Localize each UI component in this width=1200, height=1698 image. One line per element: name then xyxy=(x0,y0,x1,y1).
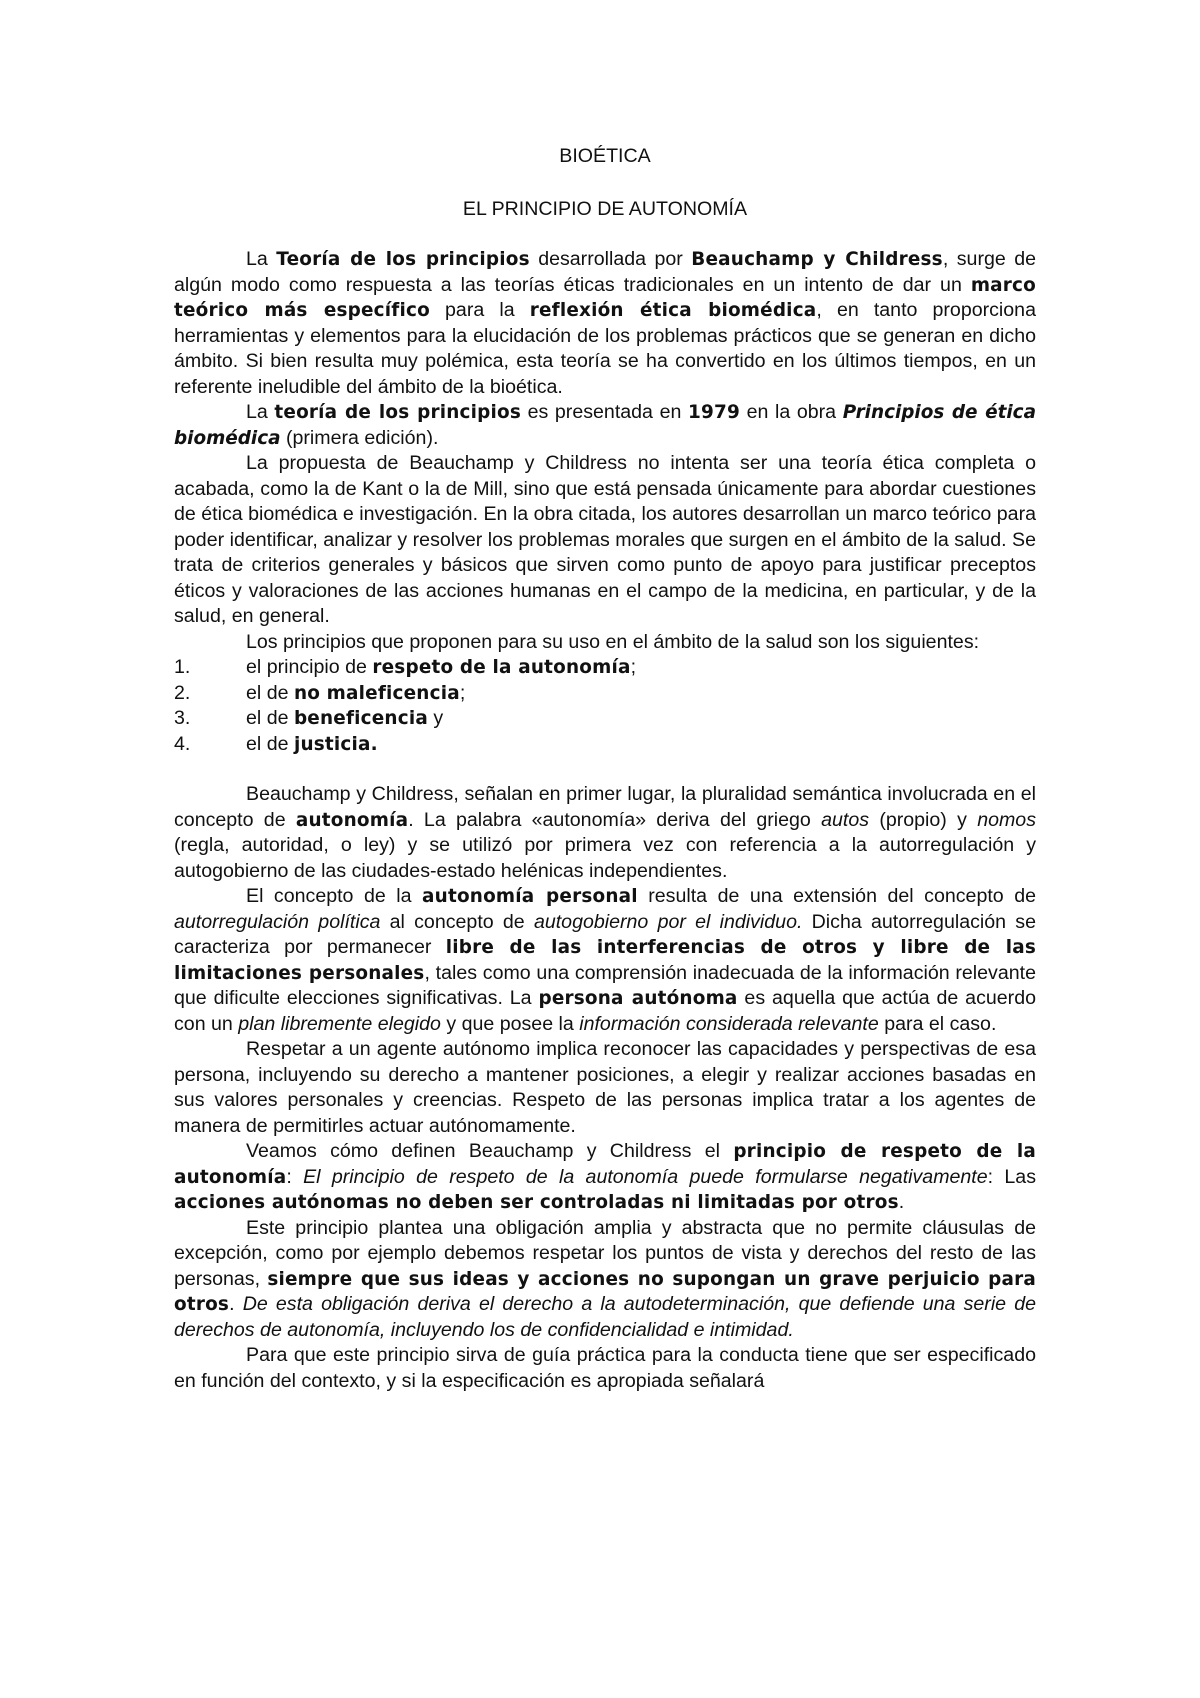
list-item xyxy=(174,681,1036,707)
italic-run: De esta obligación deriva el derecho a la autodeterminación, que defiende una serie de derechos de autonomía, incluyendo los de confidencialidad e intimidad. xyxy=(174,1293,1037,1341)
text-run: el de xyxy=(246,707,294,729)
bold-italic-run: Principios de ética biomédica xyxy=(174,402,1036,449)
bold-run: acciones autónomas no deben ser controladas ni limitadas por otros xyxy=(174,1192,899,1213)
text-run: Este principio plantea una obligación amplia y abstracta que no permite cláusulas de excepción, como por ejemplo debemos respetar los puntos de vista y derechos del resto de las personas, xyxy=(174,1216,1036,1290)
text-run: es presentada en xyxy=(521,401,688,423)
list-text xyxy=(246,706,443,732)
bold-run: reflexión ética biomédica xyxy=(529,300,817,321)
text-run: resulta de una extensión del concepto de xyxy=(637,885,1036,907)
bold-run: 1979 xyxy=(687,402,740,423)
text-run: : Las xyxy=(987,1165,1037,1188)
list-item xyxy=(174,655,1036,681)
text-run: , en tanto proporciona herramientas y elementos para la elucidación de los problemas prácticos que se generan en dicho ámbito. Si bien resulta muy polémica, esta teoría se ha convertido en los últimos tiempos, en un referente ineludible del ámbito de la bioética. xyxy=(174,299,1036,398)
text-run: : xyxy=(286,1165,304,1188)
bold-run: justicia. xyxy=(293,733,378,755)
text-run: el principio de xyxy=(246,656,373,678)
bold-run: beneficencia xyxy=(293,708,428,729)
text-run: La xyxy=(246,248,277,270)
text-run: y xyxy=(427,707,444,729)
bold-run: autonomía xyxy=(295,809,409,831)
text-run: para la xyxy=(429,299,530,321)
text-run: desarrollada por xyxy=(529,248,692,270)
document-body xyxy=(174,128,1036,1394)
text-run: es aquella que actúa de acuerdo con un xyxy=(174,987,1036,1035)
bold-run: Beauchamp y Childress xyxy=(691,249,943,270)
principles-list xyxy=(174,655,1036,757)
text-run: (regla, autoridad, o ley) y se utilizó por primera vez con referencia a la autorregulación y autogobierno de las ciudades-estado helénicas independientes. xyxy=(174,834,1036,882)
paragraph-6 xyxy=(174,884,1036,1037)
text-run: Veamos cómo definen Beauchamp y Childress el xyxy=(246,1140,734,1162)
bold-run: marco teórico más específico xyxy=(174,274,1036,321)
paragraph-8 xyxy=(174,1139,1036,1216)
list-number: 2. xyxy=(174,681,191,704)
text-run: el de xyxy=(246,732,294,755)
list-number: 1. xyxy=(174,656,191,678)
bold-run: Teoría de los principios xyxy=(276,249,530,270)
bold-run: siempre que sus ideas y acciones no supongan un grave perjuicio para otros xyxy=(174,1268,1036,1315)
bold-run: teoría de los principios xyxy=(274,402,521,423)
bold-run: no maleficencia xyxy=(293,682,460,704)
bold-run: libre de las interferencias de otros y libre de las limitaciones personales xyxy=(174,937,1036,984)
list-item xyxy=(174,732,1036,758)
paragraph-4: Los principios que proponen para su uso en el ámbito de la salud son los siguientes: xyxy=(246,630,980,653)
blank-line xyxy=(174,757,1036,782)
list-text xyxy=(246,655,636,681)
bold-run: principio de respeto de la autonomía xyxy=(174,1141,1036,1188)
text-run: (propio) y xyxy=(869,808,978,831)
bold-run: autonomía personal xyxy=(422,886,638,907)
list-number: 3. xyxy=(174,707,191,729)
document-title: BIOÉTICA xyxy=(559,145,651,167)
paragraph-3: La propuesta de Beauchamp y Childress no intenta ser una teoría ética completa o acabada, como la de Kant o la de Mill, sino que está pensada únicamente para abordar cuestiones de ética biomédica e investigación. En la obra citada, los autores desarrollan un marco teórico para poder identificar, analizar y resolver los problemas morales que surgen en el ámbito de la salud. Se trata de criterios generales y básicos que sirven como punto de apoyo para justificar preceptos éticos y valoraciones de las acciones humanas en el campo de la medicina, en particular, y de la salud, en general. xyxy=(174,452,1036,627)
text-run: para el caso. xyxy=(878,1012,997,1035)
paragraph-2 xyxy=(174,400,1036,451)
paragraph-10: Para que este principio sirva de guía práctica para la conducta tiene que ser especificado en función del contexto, y si la especificación es apropiada señalará xyxy=(174,1344,1036,1392)
italic-run: plan libremente elegido xyxy=(238,1012,441,1035)
list-number: 4. xyxy=(174,732,191,755)
text-run: el de xyxy=(246,681,294,704)
list-text xyxy=(246,732,378,758)
italic-run: El principio de respeto de la autonomía puede formularse negativamente xyxy=(303,1165,988,1188)
italic-run: autogobierno por el individuo. xyxy=(533,910,803,933)
italic-run: autos xyxy=(821,808,870,831)
paragraph-9 xyxy=(174,1216,1036,1344)
text-run: y que posee la xyxy=(440,1012,580,1035)
text-run: ; xyxy=(459,681,466,704)
paragraph-1 xyxy=(174,247,1036,400)
text-run: ; xyxy=(630,656,637,678)
paragraph-5 xyxy=(174,782,1036,884)
bold-run: persona autónoma xyxy=(538,988,738,1009)
list-text xyxy=(246,681,465,707)
text-run: en la obra xyxy=(739,401,843,423)
text-run: , tales como una comprensión inadecuada de la información relevante que dificulte elecciones significativas. La xyxy=(174,961,1036,1009)
bold-run: respeto de la autonomía xyxy=(372,657,631,678)
italic-run: nomos xyxy=(977,808,1036,831)
text-run: . xyxy=(898,1191,905,1213)
text-run: Beauchamp y Childress, señalan en primer lugar, la pluralidad semántica involucrada en el concepto de xyxy=(174,783,1036,831)
text-run: La xyxy=(246,401,275,423)
text-run: al concepto de xyxy=(380,910,534,933)
italic-run: autorregulación política xyxy=(174,910,381,933)
text-run: . xyxy=(229,1293,243,1315)
text-run: . La palabra «autonomía» deriva del griego xyxy=(408,808,822,831)
italic-run: información considerada relevante xyxy=(579,1012,879,1035)
paragraph-7: Respetar a un agente autónomo implica reconocer las capacidades y perspectivas de esa persona, incluyendo su derecho a mantener posiciones, a elegir y realizar acciones basadas en sus valores personales y creencias. Respeto de las personas implica tratar a los agentes de manera de permitirles actuar autónomamente. xyxy=(174,1038,1036,1137)
list-item xyxy=(174,706,1036,732)
text-run: Dicha autorregulación se caracteriza por permanecer xyxy=(174,910,1036,958)
text-run: (primera edición). xyxy=(280,426,439,449)
text-run: , surge de algún modo como respuesta a las teorías éticas tradicionales en un intento de dar un xyxy=(174,248,1037,296)
text-run: El concepto de la xyxy=(246,885,423,907)
document-subtitle: EL PRINCIPIO DE AUTONOMÍA xyxy=(462,197,748,220)
